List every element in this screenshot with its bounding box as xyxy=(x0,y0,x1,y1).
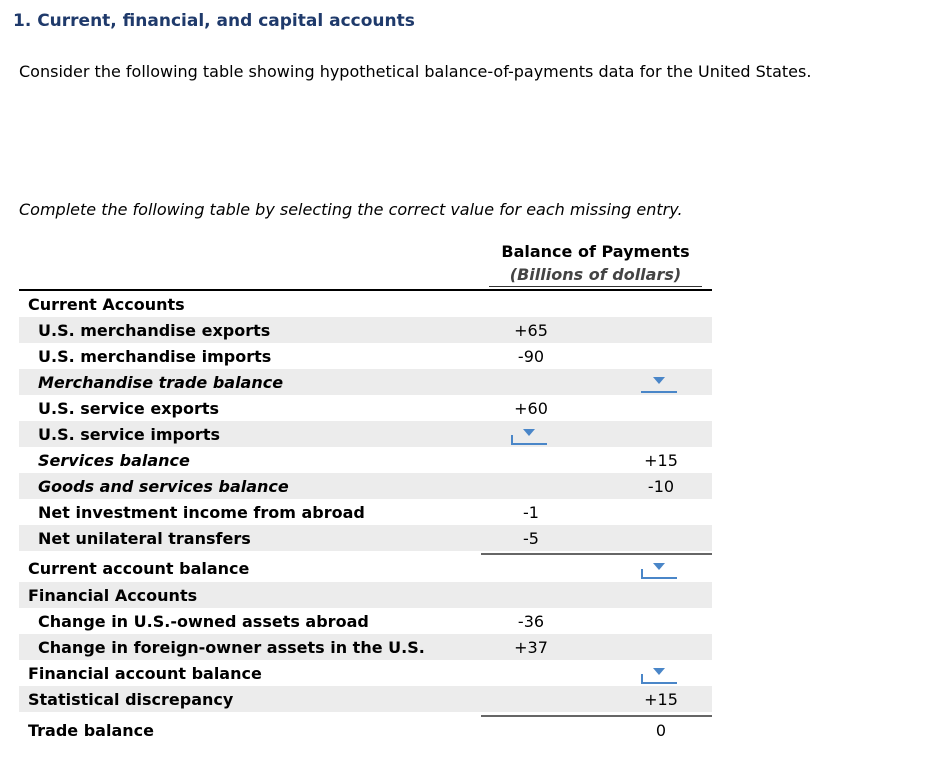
value-cell: -5 xyxy=(523,529,539,548)
row-label: Goods and services balance xyxy=(38,477,289,496)
row-label: Change in foreign-owner assets in the U.S. xyxy=(38,638,425,657)
triangle-down-icon xyxy=(653,377,665,384)
table-row xyxy=(19,447,712,473)
row-label: Services balance xyxy=(38,451,190,470)
table-row xyxy=(19,525,712,551)
row-label: Financial Accounts xyxy=(28,586,198,605)
triangle-down-icon xyxy=(653,668,665,675)
intro-text: Consider the following table showing hypothetical balance-of-payments data for the United States. xyxy=(19,62,812,81)
row-label: U.S. merchandise imports xyxy=(38,347,272,366)
value-cell: +60 xyxy=(514,399,548,418)
table-row xyxy=(19,291,712,317)
table-row xyxy=(19,343,712,369)
service-imports-dropdown[interactable] xyxy=(511,423,547,445)
row-label: Merchandise trade balance xyxy=(38,373,284,392)
triangle-down-icon xyxy=(523,429,535,436)
dropdown-cursor-bar xyxy=(641,569,643,579)
value-cell: -1 xyxy=(523,503,539,522)
value-cell: -10 xyxy=(647,477,675,496)
table-row xyxy=(19,686,712,712)
row-label: Current Accounts xyxy=(28,295,185,314)
value-cell: 0 xyxy=(655,721,667,740)
triangle-down-icon xyxy=(653,563,665,570)
table-row xyxy=(19,499,712,525)
column-subheader: (Billions of dollars) xyxy=(489,265,702,287)
table-row xyxy=(19,421,712,447)
table-row xyxy=(19,317,712,343)
current-account-balance-dropdown[interactable] xyxy=(641,557,677,579)
table-row xyxy=(19,608,712,634)
value-cell: -36 xyxy=(517,612,545,631)
row-label: Net unilateral transfers xyxy=(38,529,251,548)
question-title: 1. Current, financial, and capital accounts xyxy=(13,11,415,31)
value-cell: +65 xyxy=(514,321,548,340)
row-label: Financial account balance xyxy=(28,664,262,683)
row-label: U.S. merchandise exports xyxy=(38,321,271,340)
table-row xyxy=(19,634,712,660)
dropdown-underline xyxy=(641,577,677,579)
row-label: Current account balance xyxy=(28,559,250,578)
table-row xyxy=(19,660,712,686)
table-row xyxy=(19,369,712,395)
table-row xyxy=(19,582,712,608)
table-row xyxy=(19,473,712,499)
dropdown-underline xyxy=(511,443,547,445)
table-row xyxy=(19,717,712,743)
row-label: U.S. service imports xyxy=(38,425,220,444)
column-header: Balance of Payments xyxy=(501,242,690,261)
financial-account-balance-dropdown[interactable] xyxy=(641,662,677,684)
dropdown-underline xyxy=(641,682,677,684)
table-row xyxy=(19,395,712,421)
instruction-text: Complete the following table by selecting the correct value for each missing entry. xyxy=(19,200,683,219)
row-label: U.S. service exports xyxy=(38,399,220,418)
table-row xyxy=(19,555,712,581)
value-cell: -90 xyxy=(517,347,545,366)
value-cell: +37 xyxy=(514,638,548,657)
dropdown-cursor-bar xyxy=(641,674,643,684)
row-label: Statistical discrepancy xyxy=(28,690,234,709)
value-cell: +15 xyxy=(644,451,678,470)
value-cell: +15 xyxy=(644,690,678,709)
merchandise-trade-balance-dropdown[interactable] xyxy=(641,371,677,393)
row-label: Trade balance xyxy=(28,721,154,740)
row-label: Change in U.S.-owned assets abroad xyxy=(38,612,369,631)
dropdown-cursor-bar xyxy=(511,435,513,445)
row-label: Net investment income from abroad xyxy=(38,503,365,522)
dropdown-underline xyxy=(641,391,677,393)
